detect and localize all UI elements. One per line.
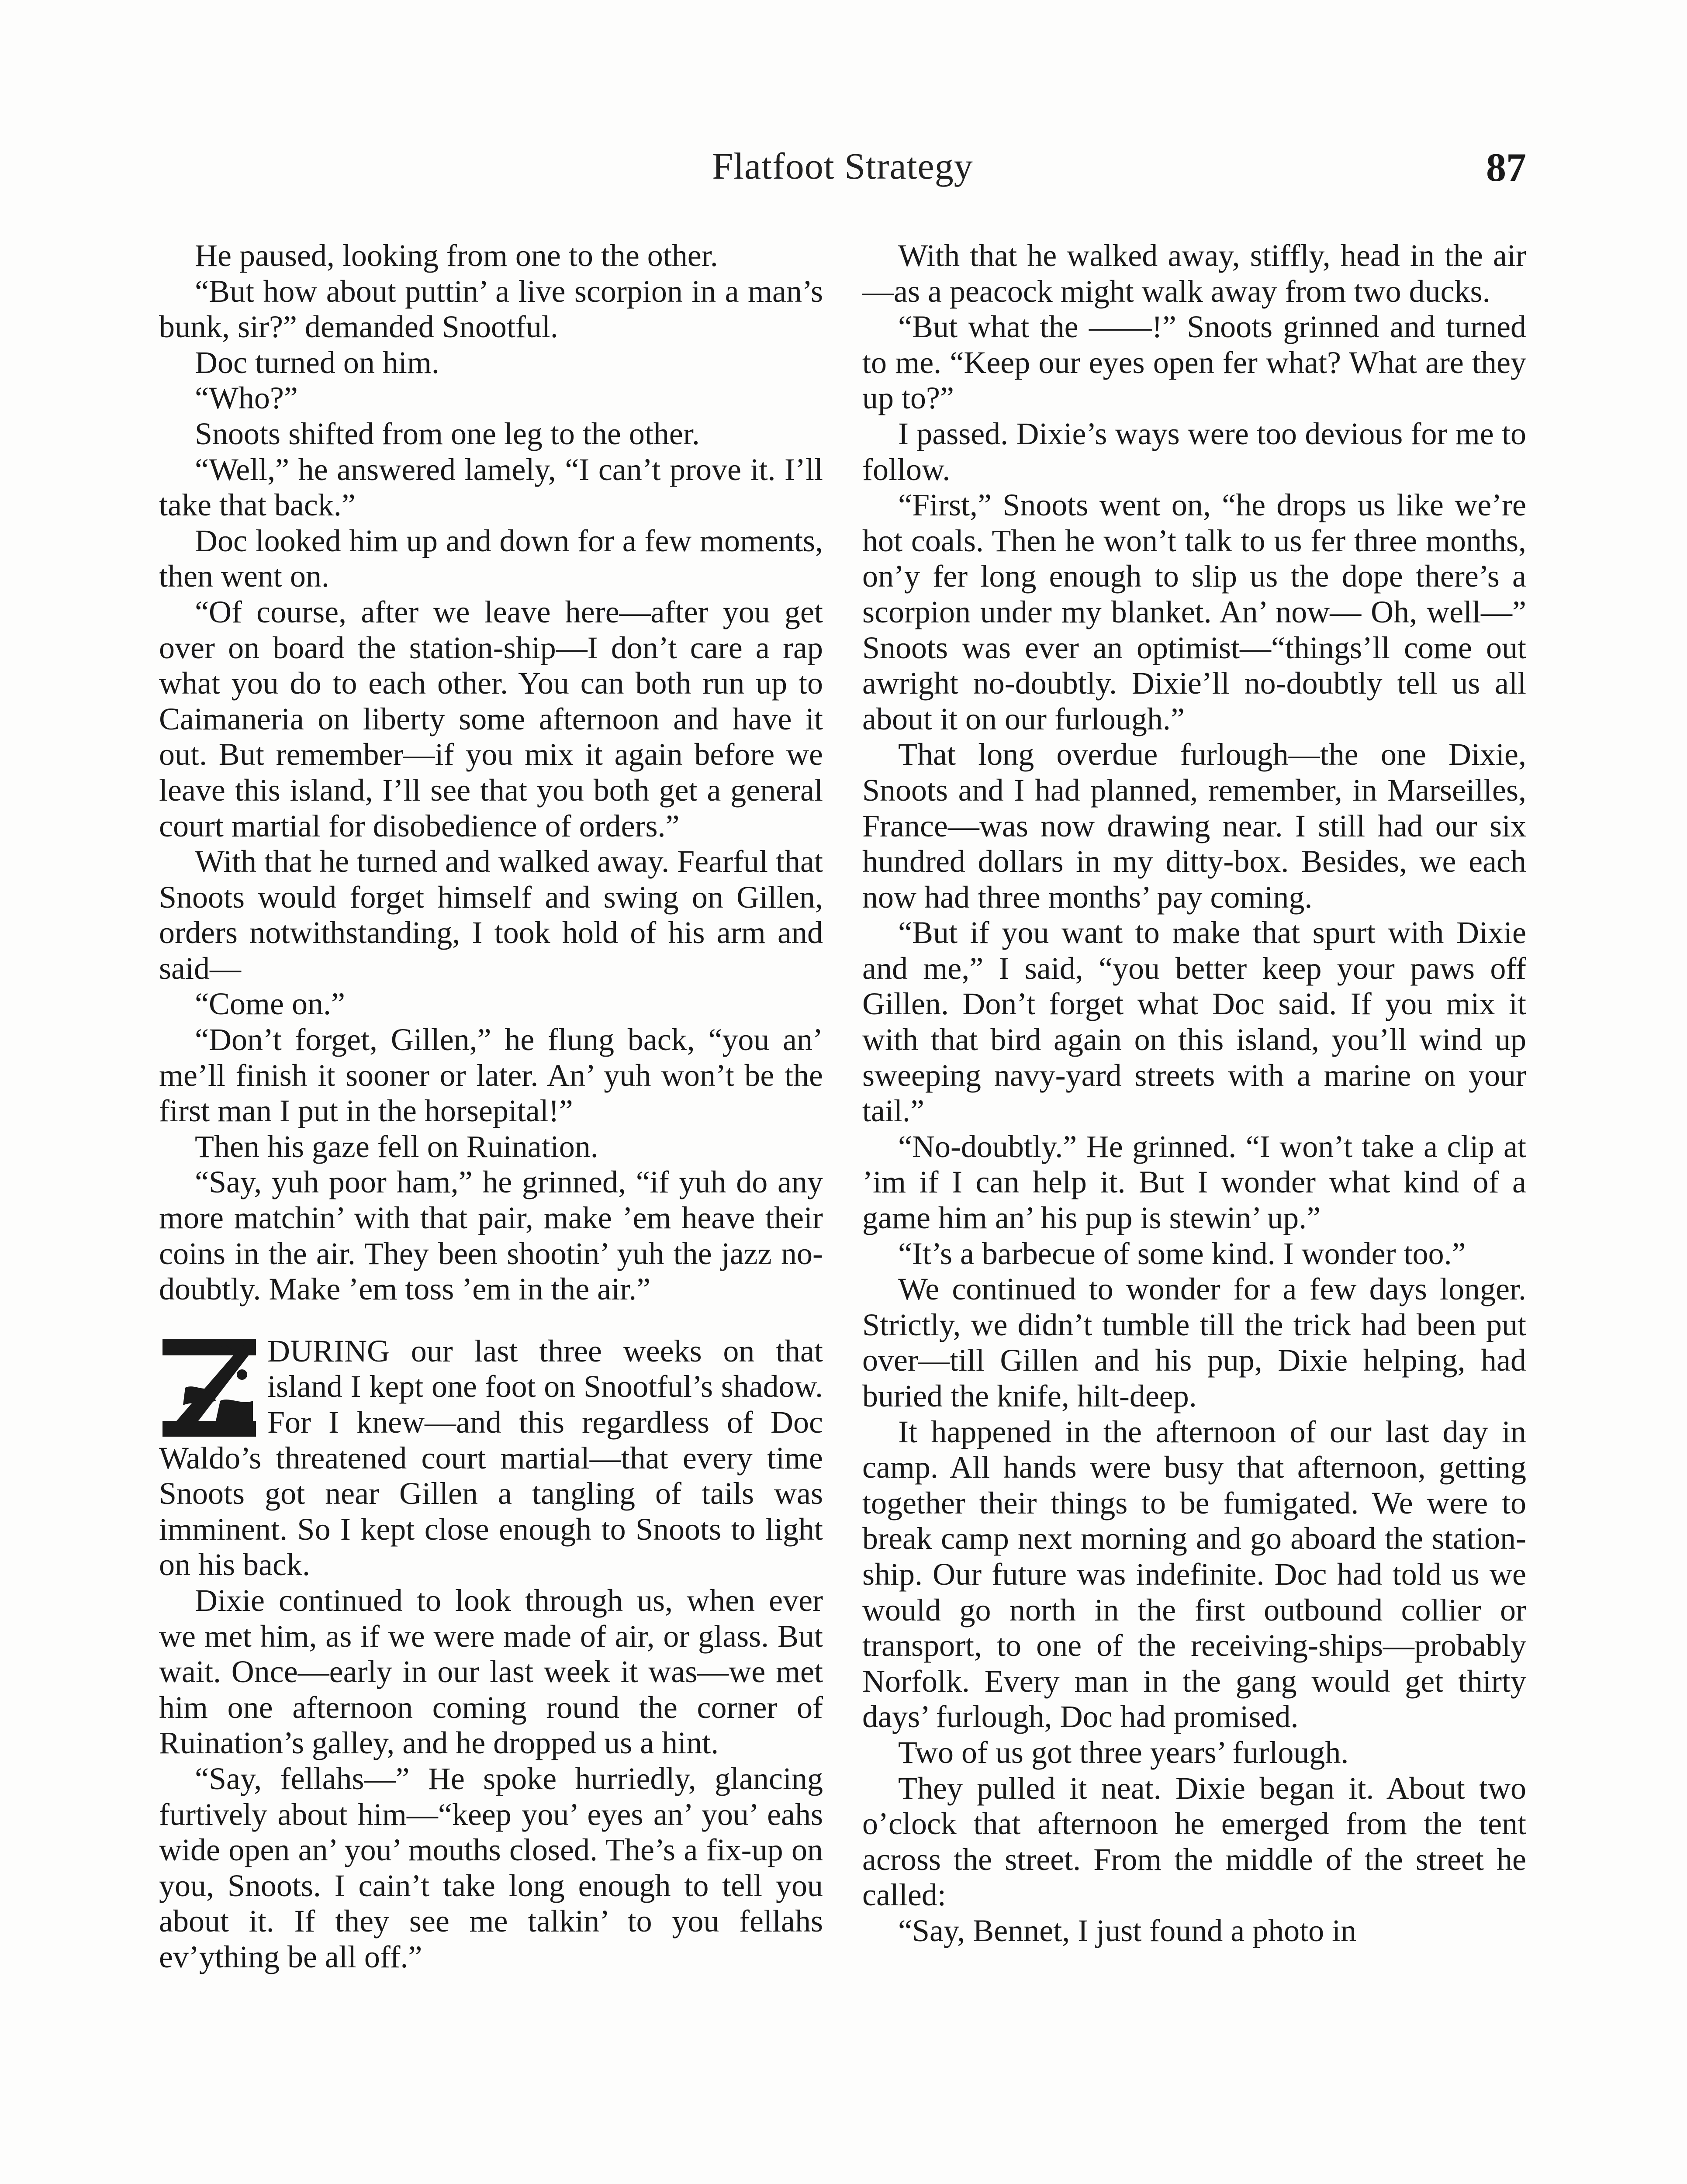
paragraph: With that he turned and walked away. Fearful that Snoots would forget himself and swing on Gillen, orders notwithstanding, I took hold of his arm and said— [159,844,823,986]
paragraph: He paused, looking from one to the other. [195,238,718,273]
paragraph: “Well,” he answered lamely, “I can’t prove it. I’ll take that back.” [159,452,823,523]
right-column-paragraphs [862,238,1526,1949]
paragraph: “Don’t forget, Gillen,” he flung back, “you an’ me’ll finish it sooner or later. An’ yuh won’t be the first man I put in the horsepital!” [159,1022,823,1129]
paragraph: “But how about puttin’ a live scorpion in a man’s bunk, sir?” demanded Snootful. [159,273,823,345]
paragraph: Then his gaze fell on Ruination. [195,1129,598,1164]
section-first-paragraph: DURING our last three weeks on that island I kept one foot on Snootful’s shadow. For I knew—and this regardless of Doc Waldo’s threatened court martial—that every time Snoots got near Gillen a tangling of tails was imminent. So I kept close enough to Snoots to light on his back. [159,1333,823,1583]
paragraph: I passed. Dixie’s ways were too devious for me to follow. [862,416,1526,487]
paragraph: With that he walked away, stiffly, head in the air—as a peacock might walk away from two ducks. [862,238,1526,309]
page-number: 87 [1486,145,1526,190]
left-column-paragraphs [159,238,823,1307]
paragraph: Doc looked him up and down for a few moments, then went on. [159,523,823,594]
paragraph: Doc turned on him. [195,345,439,380]
page-header [159,144,1526,197]
paragraph: Dixie continued to look through us, when ever we met him, as if we were made of air, or glass. But wait. Once—early in our last week it was—we met him one afternoon coming round the corner of Ruination’s galley, and he dropped us a hint. [159,1583,823,1761]
paragraph: “Say, fellahs—” He spoke hurriedly, glancing furtively about him—“keep you’ eyes an’ you’ eahs wide open an’ you’ mouths closed. The’s a fix-up on you, Snoots. I cain’t take long enough to tell you about it. If they see me talkin’ to you fellahs ev’ything be all off.” [159,1761,823,1974]
paragraph: We continued to wonder for a few days longer. Strictly, we didn’t tumble till the trick had been put over—till Gillen and his pup, Dixie helping, had buried the knife, hilt-deep. [862,1272,1526,1413]
paragraph: “First,” Snoots went on, “he drops us like we’re hot coals. Then he won’t talk to us fer three months, on’y fer long enough to slip us the dope there’s a scorpion under my blanket. An’ now— Oh, well—” Snoots was ever an optimist—“things’ll come out awright no-doubtly. Dixie’ll no-doubtly tell us all about it on our furlough.” [862,487,1526,736]
paragraph: “Of course, after we leave here—after you get over on board the station-ship—I don’t care a rap what you do to each other. You can both run up to Caimaneria on liberty some afternoon and have it out. But remember—if you mix it again before we leave this island, I’ll see that you both get a general court martial for disobedience of orders.” [159,594,823,843]
paragraph: They pulled it neat. Dixie began it. About two o’clock that afternoon he emerged from the tent across the street. From the middle of the street he called: [862,1770,1526,1913]
paragraph: “Who?” [195,380,298,416]
paragraph: It happened in the afternoon of our last day in camp. All hands were busy that afternoon, getting together their things to be fumigated. We were to break camp next morning and go aboard the station-ship. Our future was indefinite. Doc had told us we would go north in the first outbound collier or transport, to one of the receiving-ships—probably Norfolk. Every man in the gang would get thirty days’ furlough, Doc had promised. [862,1414,1526,1735]
paragraph: “Come on.” [195,986,345,1022]
paragraph: “No-doubtly.” He grinned. “I won’t take a clip at ’im if I can help it. But I wonder what kind of a game him an’ his pup is stewin’ up.” [862,1129,1526,1236]
right-column [862,238,1526,1949]
paragraph: “But if you want to make that spurt with Dixie and me,” I said, “you better keep your paws off Gillen. Don’t forget what Doc said. If you mix it with that bird again on this island, you’ll wind up sweeping navy-yard streets with a marine on your tail.” [862,915,1526,1129]
paragraph: “Say, yuh poor ham,” he grinned, “if yuh do any more matchin’ with that pair, make ’em heave their coins in the air. They been shootin’ yuh the jazz no-doubtly. Make ’em toss ’em in the air.” [159,1165,823,1307]
running-title: Flatfoot Strategy [712,145,973,187]
paragraph: “It’s a barbecue of some kind. I wonder too.” [898,1236,1466,1271]
paragraph: Two of us got three years’ furlough. [898,1735,1349,1770]
section-break [159,1334,823,1583]
left-column [159,238,823,1975]
paragraph: That long overdue furlough—the one Dixie, Snoots and I had planned, remember, in Marseilles, France—was now drawing near. I still had our six hundred dollars in my ditty-box. Besides, we each now had three months’ pay coming. [862,737,1526,915]
paragraph: “But what the ——!” Snoots grinned and turned to me. “Keep our eyes open fer what? What are they up to?” [862,309,1526,416]
left-column-paragraphs-after [159,1583,823,1975]
ornamental-initial-icon [159,1335,259,1440]
paragraph: Snoots shifted from one leg to the other. [195,416,700,451]
paragraph: “Say, Bennet, I just found a photo in [898,1913,1357,1948]
